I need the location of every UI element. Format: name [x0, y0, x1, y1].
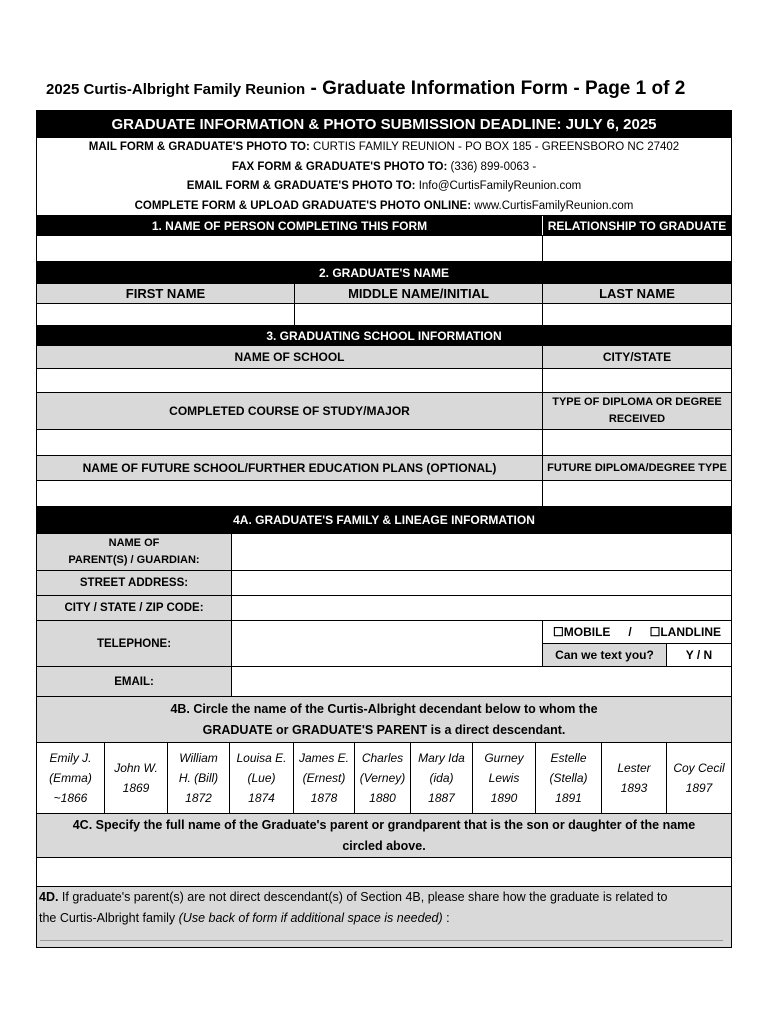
diploma-type-field[interactable]: [543, 430, 731, 455]
school-labels: [37, 346, 731, 369]
section4d-underline: [40, 940, 723, 941]
city-state-field[interactable]: [543, 369, 731, 392]
graduate-form: [36, 110, 732, 948]
descendant-william[interactable]: [168, 743, 230, 813]
email-info: [37, 177, 731, 197]
street-label: STREET ADDRESS:: [37, 571, 232, 595]
section2-title: 2. GRADUATE'S NAME: [319, 265, 449, 280]
parent-label-line2: PARENT(S) / GUARDIAN:: [68, 554, 200, 566]
section4a-header: [37, 507, 731, 534]
mobile-checkbox[interactable]: ☐MOBILE: [553, 625, 611, 639]
text-yes-no[interactable]: Y / N: [667, 644, 731, 666]
section3-title: 3. GRADUATING SCHOOL INFORMATION: [266, 328, 502, 343]
descendant-line: 1887: [428, 791, 455, 805]
descendant-line: Gurney: [484, 751, 524, 765]
online-info: [37, 197, 731, 217]
first-name-field[interactable]: [37, 304, 295, 325]
descendant-line: (Verney): [359, 771, 406, 785]
email-label: EMAIL FORM & GRADUATE'S PHOTO TO:: [186, 180, 416, 192]
descendant-line: Estelle: [550, 751, 587, 765]
mail-label: MAIL FORM & GRADUATE'S PHOTO TO:: [88, 141, 310, 153]
fax-info: [37, 158, 731, 178]
city-zip-label: CITY / STATE / ZIP CODE:: [37, 596, 232, 620]
section4c-input: [37, 858, 731, 887]
section4d-text1: [39, 887, 729, 908]
section4d-label: 4D.: [39, 890, 59, 904]
descendant-line: 1869: [122, 781, 150, 795]
section1-title: 1. NAME OF PERSON COMPLETING THIS FORM: [37, 216, 543, 235]
online-value: www.CurtisFamilyReunion.com: [471, 199, 634, 212]
section4b-header: [37, 697, 731, 743]
descendant-emily[interactable]: [37, 743, 105, 813]
parent-descendant-field[interactable]: [37, 858, 731, 886]
telephone-field[interactable]: [232, 621, 543, 666]
descendant-line: (ida): [429, 771, 454, 785]
landline-checkbox[interactable]: ☐LANDLINE: [649, 625, 721, 639]
parent-row: [37, 534, 731, 571]
phone-options: [543, 621, 731, 666]
title-reunion: 2025 Curtis-Albright Family Reunion: [46, 81, 306, 98]
future-degree-label: FUTURE DIPLOMA/DEGREE TYPE: [547, 462, 727, 474]
descendant-line: Mary Ida: [418, 751, 465, 765]
descendant-estelle[interactable]: [536, 743, 602, 813]
descendant-line: 1897: [685, 781, 713, 795]
parent-label-line1: NAME OF: [108, 537, 160, 549]
course-field[interactable]: [37, 430, 543, 455]
phone-type-row: [543, 621, 731, 644]
section3-header: [37, 326, 731, 346]
city-zip-field[interactable]: [232, 596, 731, 620]
descendant-line: (Emma): [49, 771, 92, 785]
section2-labels: [37, 284, 731, 304]
online-label: COMPLETE FORM & UPLOAD GRADUATE'S PHOTO ONLINE:: [134, 199, 472, 212]
page-title: [46, 78, 746, 100]
descendant-line: Emily J.: [49, 751, 92, 765]
descendant-louisa[interactable]: [230, 743, 294, 813]
email-label: EMAIL:: [37, 667, 232, 696]
telephone-row: [37, 621, 731, 667]
descendant-line: (Ernest): [302, 771, 346, 785]
section4d-text2-span: the Curtis-Albright family: [39, 911, 179, 925]
descendant-lester[interactable]: [602, 743, 667, 813]
descendant-mary-ida[interactable]: [411, 743, 473, 813]
descendant-john[interactable]: [105, 743, 168, 813]
section4c-line1: 4C. Specify the full name of the Graduate's parent or grandparent that is the son or daughter of the name: [72, 817, 696, 832]
future-school-label: NAME OF FUTURE SCHOOL/FURTHER EDUCATION PLANS (OPTIONAL): [37, 456, 543, 480]
first-name-label: FIRST NAME: [37, 284, 295, 303]
descendant-line: 1872: [185, 791, 212, 805]
course-label: COMPLETED COURSE OF STUDY/MAJOR: [37, 393, 543, 429]
diploma-type-line1: TYPE OF DIPLOMA OR DEGREE: [552, 396, 722, 408]
fax-label: FAX FORM & GRADUATE'S PHOTO TO:: [231, 160, 448, 173]
course-labels: [37, 393, 731, 430]
descendant-line: 1880: [369, 791, 396, 805]
descendant-line: William: [179, 751, 218, 765]
section4d-italic: (Use back of form if additional space is needed): [178, 911, 443, 925]
school-name-field[interactable]: [37, 369, 543, 392]
section4c-header: [37, 814, 731, 858]
section4c-line2: circled above.: [342, 838, 426, 853]
descendant-line: (Lue): [247, 771, 276, 785]
descendant-line: Lester: [617, 761, 651, 775]
descendant-line: Charles: [361, 751, 404, 765]
text-question: Can we text you?: [543, 644, 667, 666]
descendant-line: 1893: [620, 781, 648, 795]
diploma-type-line2: RECEIVED: [608, 413, 666, 425]
descendant-charles[interactable]: [355, 743, 411, 813]
mail-info: [37, 138, 731, 158]
school-name-label: NAME OF SCHOOL: [37, 346, 543, 368]
section1-inputs: [37, 236, 731, 262]
descendant-james[interactable]: [294, 743, 355, 813]
descendant-gurney[interactable]: [473, 743, 536, 813]
section4b-line2: GRADUATE or GRADUATE'S PARENT is a direct descendant.: [202, 722, 566, 737]
last-name-field[interactable]: [543, 304, 731, 325]
city-row: [37, 596, 731, 621]
descendant-line: 1890: [490, 791, 518, 805]
parent-name-field[interactable]: [232, 534, 731, 570]
descendant-line: (Stella): [549, 771, 588, 785]
email-row: [37, 667, 731, 697]
future-inputs: [37, 481, 731, 507]
section4a-title: 4A. GRADUATE'S FAMILY & LINEAGE INFORMATION: [233, 513, 535, 527]
future-degree-field[interactable]: [543, 481, 731, 506]
mail-value: CURTIS FAMILY REUNION - PO BOX 185 - GREENSBORO NC 27402: [309, 141, 680, 153]
section4d-text3: :: [442, 911, 450, 925]
deadline-text: GRADUATE INFORMATION & PHOTO SUBMISSION DEADLINE: JULY 6, 2025: [111, 115, 657, 133]
street-row: [37, 571, 731, 596]
descendant-line: 1891: [555, 791, 582, 805]
future-school-field[interactable]: [37, 481, 543, 506]
future-labels: [37, 456, 731, 481]
middle-name-field[interactable]: [295, 304, 543, 325]
descendant-line: 1878: [310, 791, 338, 805]
relationship-label: RELATIONSHIP TO GRADUATE: [547, 218, 727, 233]
descendant-line: Lewis: [488, 771, 520, 785]
last-name-label: LAST NAME: [599, 286, 675, 301]
fax-value: (336) 899-0063 -: [447, 160, 537, 173]
telephone-label: TELEPHONE:: [37, 621, 232, 666]
submission-info: [37, 138, 731, 216]
descendant-coy[interactable]: [667, 743, 731, 813]
descendant-line: Louisa E.: [236, 751, 287, 765]
descendant-line: John W.: [114, 761, 158, 775]
section2-header: [37, 262, 731, 284]
email-field[interactable]: [232, 667, 731, 696]
email-value: Info@CurtisFamilyReunion.com: [415, 180, 582, 192]
diploma-type-label: [543, 393, 731, 429]
parent-label: [37, 534, 232, 570]
middle-name-label: MIDDLE NAME/INITIAL: [295, 284, 543, 303]
descendant-line: H. (Bill): [178, 771, 219, 785]
deadline-banner: [37, 111, 731, 138]
descendant-line: ~1866: [53, 791, 88, 805]
course-inputs: [37, 430, 731, 456]
section2-inputs: [37, 304, 731, 326]
section4b-line1: 4B. Circle the name of the Curtis-Albright decendant below to whom the: [170, 701, 598, 716]
city-state-label: CITY/STATE: [602, 350, 672, 364]
section1-header: [37, 216, 731, 236]
title-form: - Graduate Information Form - Page 1 of 2: [305, 78, 686, 99]
text-row: [543, 644, 731, 666]
descendant-line: James E.: [298, 751, 349, 765]
section4d-text2: [39, 908, 729, 929]
street-field[interactable]: [232, 571, 731, 595]
completer-name-field[interactable]: [37, 236, 543, 261]
school-inputs: [37, 369, 731, 393]
descendant-line: Coy Cecil: [673, 761, 725, 775]
relationship-field[interactable]: [543, 236, 731, 261]
descendants-row: [37, 743, 731, 814]
phone-type-slash: /: [628, 625, 632, 639]
descendant-line: 1874: [248, 791, 275, 805]
section4d[interactable]: [37, 887, 731, 947]
section4d-text1-span: If graduate's parent(s) are not direct descendant(s) of Section 4B, please share how the graduate is related to: [58, 890, 668, 904]
